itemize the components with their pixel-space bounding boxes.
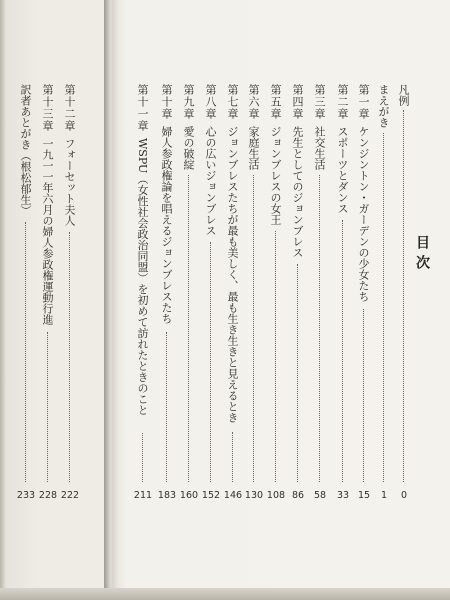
chapter-number: 第四章 [291,84,304,120]
page-number: 160 [179,490,199,501]
toc-entry [396,84,412,514]
page-number: 233 [16,490,36,501]
toc-entry [312,84,328,514]
leader-dots [142,433,143,482]
chapter-title: 婦人参政権論を唱えるジョンブレスたち [160,126,173,324]
leader-dots [166,332,167,482]
chapter-title: スポーツとダンス [336,126,349,214]
toc-entry [40,84,56,514]
leader-dots [275,231,276,482]
leader-dots [25,222,26,482]
toc-entry [18,84,34,514]
page-number: 33 [336,490,350,501]
chapter-number: 第七章 [226,84,239,120]
page-number: 0 [400,490,408,501]
toc-entry [268,84,284,514]
chapter-number: 第九章 [182,84,195,120]
toc-entry [181,84,197,514]
chapter-title: フォーセット夫人 [63,138,76,226]
leader-dots [188,175,189,482]
chapter-title: ジョンブレスの女王 [269,126,282,225]
toc-title: 目次 [414,235,430,275]
toc-entry [135,84,151,514]
chapter-title: WSPU（女性社会政治同盟）を初めて訪れたときのこと [136,138,149,416]
toc-entry [159,84,175,514]
leader-dots [47,332,48,482]
chapter-title: 凡例 [397,84,410,106]
toc-entry [62,84,78,514]
chapter-title: 心の広いジョンブレス [204,126,217,236]
chapter-number: 第二章 [336,84,349,120]
page-number: 130 [244,490,264,501]
page-number: 183 [157,490,177,501]
chapter-number: 第五章 [269,84,282,120]
page-number: 146 [223,490,243,501]
book-gutter [104,0,118,600]
leader-dots [342,220,343,482]
chapter-number: 第十章 [160,84,173,120]
chapter-number: 第十三章 [41,84,54,132]
toc-entry [376,84,392,514]
page-number: 152 [201,490,221,501]
leader-dots [210,242,211,482]
chapter-number: 第十二章 [63,84,76,132]
page-number: 108 [266,490,286,501]
chapter-title: 訳者あとがき（根松郁生） [19,84,32,216]
toc-entry [335,84,351,514]
chapter-title: ケンジントン・ガーデンの少女たち [357,126,370,302]
page-number: 86 [291,490,305,501]
chapter-title: 家庭生活 [247,126,260,170]
page-number: 211 [133,490,153,501]
chapter-title: 一九一一年六月の婦人参政権運動行進 [41,138,54,325]
page-number: 228 [38,490,58,501]
page-number: 1 [380,490,388,501]
leader-dots [363,309,364,482]
page-number: 58 [313,490,327,501]
chapter-number: 第一章 [357,84,370,120]
chapter-title: ジョンブレスたちが最も美しく、最も生き生きと見えるとき [226,126,239,423]
leader-dots [383,133,384,482]
toc-entry [246,84,262,514]
leader-dots [403,110,404,482]
leader-dots [297,264,298,482]
chapter-number: 第三章 [313,84,326,120]
leader-dots [319,175,320,482]
chapter-title: まえがき [377,84,390,128]
chapter-number: 第十一章 [136,84,149,132]
chapter-number: 第八章 [204,84,217,120]
chapter-title: 先生としてのジョンブレス [291,126,304,258]
toc-entry [290,84,306,514]
toc-entry [356,84,372,514]
page-number: 15 [357,490,371,501]
chapter-title: 社交生活 [313,126,326,170]
leader-dots [69,232,70,482]
chapter-title: 愛の破綻 [182,126,195,170]
leader-dots [253,175,254,482]
toc-entry [203,84,219,514]
chapter-number: 第六章 [247,84,260,120]
page-number: 222 [60,490,80,501]
page-bottom-edge [0,588,450,600]
leader-dots [232,432,233,482]
toc-entry [225,84,241,514]
